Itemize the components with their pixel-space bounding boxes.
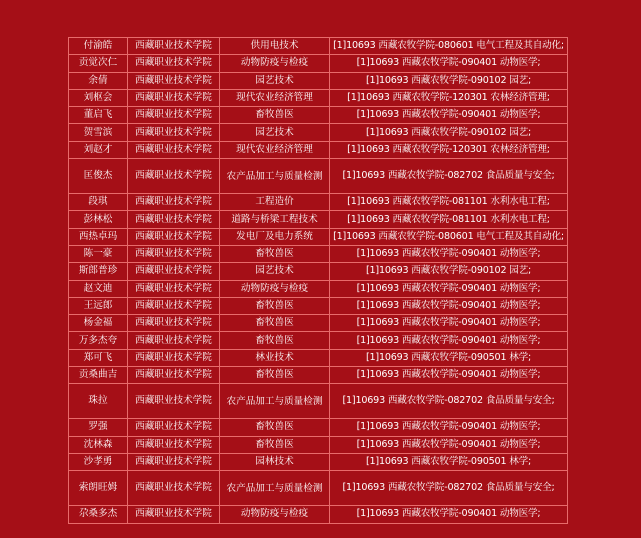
table-row [69, 506, 568, 523]
major-cell: 畜牧兽医 [220, 436, 330, 453]
school-cell: 西藏职业技术学院 [128, 159, 220, 194]
admission-cell: [1]10693 西藏农牧学院-082702 食品质量与安全; [330, 159, 568, 194]
admission-table-container [68, 37, 567, 524]
major-cell: 园林技术 [220, 453, 330, 470]
major-cell: 农产品加工与质量检测 [220, 159, 330, 194]
student-name-cell: 罗强 [69, 419, 128, 436]
major-cell: 动物防疫与检疫 [220, 280, 330, 297]
student-name-cell: 匡俊杰 [69, 159, 128, 194]
school-cell: 西藏职业技术学院 [128, 72, 220, 89]
major-cell: 现代农业经济管理 [220, 141, 330, 158]
table-row [69, 124, 568, 141]
admission-table [68, 37, 568, 524]
student-name-cell: 彭林松 [69, 211, 128, 228]
admission-cell: [1]10693 西藏农牧学院-120301 农林经济管理; [330, 141, 568, 158]
admission-cell: [1]10693 西藏农牧学院-082702 食品质量与安全; [330, 471, 568, 506]
student-name-cell: 贡觉次仁 [69, 55, 128, 72]
student-name-cell: 西热卓玛 [69, 228, 128, 245]
table-row [69, 280, 568, 297]
admission-cell: [1]10693 西藏农牧学院-120301 农林经济管理; [330, 89, 568, 106]
table-row [69, 55, 568, 72]
school-cell: 西藏职业技术学院 [128, 297, 220, 314]
student-name-cell: 尕桑多杰 [69, 506, 128, 523]
major-cell: 动物防疫与检疫 [220, 55, 330, 72]
admission-table-body [69, 38, 568, 524]
major-cell: 道路与桥梁工程技术 [220, 211, 330, 228]
major-cell: 畜牧兽医 [220, 107, 330, 124]
table-row [69, 141, 568, 158]
student-name-cell: 沈林森 [69, 436, 128, 453]
school-cell: 西藏职业技术学院 [128, 141, 220, 158]
admission-cell: [1]10693 西藏农牧学院-090401 动物医学; [330, 367, 568, 384]
table-row [69, 72, 568, 89]
major-cell: 发电厂及电力系统 [220, 228, 330, 245]
school-cell: 西藏职业技术学院 [128, 107, 220, 124]
school-cell: 西藏职业技术学院 [128, 349, 220, 366]
table-row [69, 245, 568, 262]
student-name-cell: 段琪 [69, 194, 128, 211]
major-cell: 畜牧兽医 [220, 332, 330, 349]
table-row [69, 228, 568, 245]
student-name-cell: 杨金福 [69, 315, 128, 332]
admission-cell: [1]10693 西藏农牧学院-090401 动物医学; [330, 506, 568, 523]
admission-cell: [1]10693 西藏农牧学院-090401 动物医学; [330, 55, 568, 72]
table-row [69, 436, 568, 453]
table-row [69, 349, 568, 366]
student-name-cell: 余倩 [69, 72, 128, 89]
admission-cell: [1]10693 西藏农牧学院-090102 园艺; [330, 263, 568, 280]
major-cell: 农产品加工与质量检测 [220, 384, 330, 419]
school-cell: 西藏职业技术学院 [128, 55, 220, 72]
table-row [69, 194, 568, 211]
student-name-cell: 董启飞 [69, 107, 128, 124]
admission-cell: [1]10693 西藏农牧学院-090401 动物医学; [330, 332, 568, 349]
table-row [69, 263, 568, 280]
table-row [69, 332, 568, 349]
admission-cell: [1]10693 西藏农牧学院-090401 动物医学; [330, 280, 568, 297]
admission-cell: [1]10693 西藏农牧学院-090401 动物医学; [330, 419, 568, 436]
school-cell: 西藏职业技术学院 [128, 506, 220, 523]
school-cell: 西藏职业技术学院 [128, 228, 220, 245]
admission-cell: [1]10693 西藏农牧学院-090401 动物医学; [330, 297, 568, 314]
school-cell: 西藏职业技术学院 [128, 384, 220, 419]
student-name-cell: 万多杰夸 [69, 332, 128, 349]
admission-cell: [1]10693 西藏农牧学院-090102 园艺; [330, 124, 568, 141]
table-row [69, 211, 568, 228]
table-row [69, 471, 568, 506]
student-name-cell: 刘赵才 [69, 141, 128, 158]
student-name-cell: 贡桑曲吉 [69, 367, 128, 384]
major-cell: 园艺技术 [220, 124, 330, 141]
major-cell: 动物防疫与检疫 [220, 506, 330, 523]
major-cell: 畜牧兽医 [220, 245, 330, 262]
table-row [69, 419, 568, 436]
major-cell: 园艺技术 [220, 263, 330, 280]
table-row [69, 107, 568, 124]
major-cell: 园艺技术 [220, 72, 330, 89]
school-cell: 西藏职业技术学院 [128, 194, 220, 211]
school-cell: 西藏职业技术学院 [128, 263, 220, 280]
school-cell: 西藏职业技术学院 [128, 89, 220, 106]
student-name-cell: 贺雪滨 [69, 124, 128, 141]
school-cell: 西藏职业技术学院 [128, 367, 220, 384]
table-row [69, 367, 568, 384]
student-name-cell: 赵文迪 [69, 280, 128, 297]
table-row [69, 159, 568, 194]
student-name-cell: 沙孝勇 [69, 453, 128, 470]
school-cell: 西藏职业技术学院 [128, 124, 220, 141]
major-cell: 农产品加工与质量检测 [220, 471, 330, 506]
major-cell: 供用电技术 [220, 38, 330, 55]
school-cell: 西藏职业技术学院 [128, 332, 220, 349]
student-name-cell: 刘枢会 [69, 89, 128, 106]
table-row [69, 297, 568, 314]
admission-cell: [1]10693 西藏农牧学院-090401 动物医学; [330, 107, 568, 124]
admission-cell: [1]10693 西藏农牧学院-090401 动物医学; [330, 315, 568, 332]
admission-cell: [1]10693 西藏农牧学院-082702 食品质量与安全; [330, 384, 568, 419]
admission-cell: [1]10693 西藏农牧学院-080601 电气工程及其自动化; [330, 38, 568, 55]
student-name-cell: 付渝皓 [69, 38, 128, 55]
table-row [69, 453, 568, 470]
student-name-cell: 珠拉 [69, 384, 128, 419]
major-cell: 畜牧兽医 [220, 419, 330, 436]
school-cell: 西藏职业技术学院 [128, 38, 220, 55]
admission-cell: [1]10693 西藏农牧学院-090401 动物医学; [330, 436, 568, 453]
student-name-cell: 斯郎普珍 [69, 263, 128, 280]
school-cell: 西藏职业技术学院 [128, 280, 220, 297]
major-cell: 畜牧兽医 [220, 315, 330, 332]
school-cell: 西藏职业技术学院 [128, 453, 220, 470]
school-cell: 西藏职业技术学院 [128, 211, 220, 228]
table-row [69, 38, 568, 55]
admission-cell: [1]10693 西藏农牧学院-090102 园艺; [330, 72, 568, 89]
major-cell: 畜牧兽医 [220, 297, 330, 314]
admission-cell: [1]10693 西藏农牧学院-090401 动物医学; [330, 245, 568, 262]
student-name-cell: 索朗旺姆 [69, 471, 128, 506]
student-name-cell: 王远郎 [69, 297, 128, 314]
student-name-cell: 郑可飞 [69, 349, 128, 366]
school-cell: 西藏职业技术学院 [128, 245, 220, 262]
major-cell: 现代农业经济管理 [220, 89, 330, 106]
table-row [69, 89, 568, 106]
school-cell: 西藏职业技术学院 [128, 471, 220, 506]
school-cell: 西藏职业技术学院 [128, 315, 220, 332]
admission-cell: [1]10693 西藏农牧学院-081101 水利水电工程; [330, 194, 568, 211]
table-row [69, 315, 568, 332]
school-cell: 西藏职业技术学院 [128, 436, 220, 453]
student-name-cell: 陈一豪 [69, 245, 128, 262]
major-cell: 工程造价 [220, 194, 330, 211]
admission-cell: [1]10693 西藏农牧学院-090501 林学; [330, 453, 568, 470]
admission-cell: [1]10693 西藏农牧学院-080601 电气工程及其自动化; [330, 228, 568, 245]
school-cell: 西藏职业技术学院 [128, 419, 220, 436]
admission-cell: [1]10693 西藏农牧学院-090501 林学; [330, 349, 568, 366]
major-cell: 畜牧兽医 [220, 367, 330, 384]
admission-cell: [1]10693 西藏农牧学院-081101 水利水电工程; [330, 211, 568, 228]
major-cell: 林业技术 [220, 349, 330, 366]
table-row [69, 384, 568, 419]
